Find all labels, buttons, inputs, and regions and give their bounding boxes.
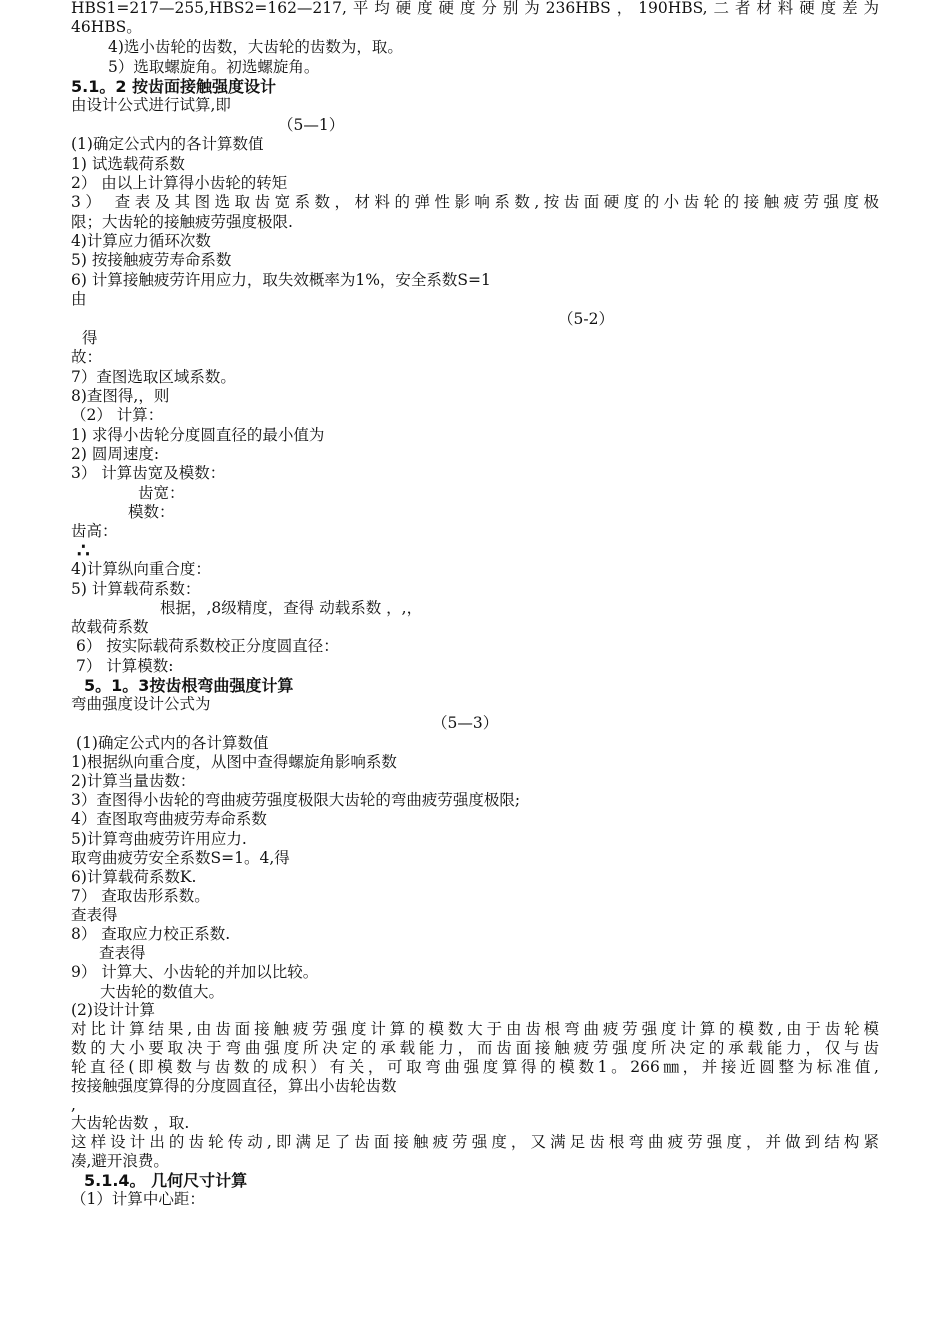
text-line: 5）选取螺旋角。初选螺旋角。 (108, 58, 320, 76)
text-line: 凑,避开浪费。 (71, 1152, 169, 1170)
equation-number: （5—3） (432, 714, 499, 732)
text-line: 46HBS。 (71, 18, 142, 36)
text-line: 8） 查取应力校正系数. (71, 925, 231, 943)
text-line: 4)选小齿轮的齿数，大齿轮的齿数为，取。 (108, 38, 403, 56)
text-line: 1)根据纵向重合度，从图中查得螺旋角影响系数 (71, 753, 397, 771)
text-line: 6) 计算接触疲劳许用应力，取失效概率为1%，安全系数S=1 (71, 271, 491, 289)
text-line: 故载荷系数 (71, 618, 149, 636)
text-line: （1）计算中心距： (71, 1190, 205, 1208)
section-heading: 5.1.4。 几何尺寸计算 (84, 1171, 248, 1190)
text-line: 齿宽： (138, 484, 185, 502)
text-line: 8)查图得,，则 (71, 387, 170, 405)
text-line: 4）查图取弯曲疲劳寿命系数 (71, 810, 267, 828)
text-line: (1)确定公式内的各计算数值 (71, 135, 264, 153)
text-line: 故： (71, 348, 103, 366)
text-line: （2） 计算： (71, 406, 164, 424)
therefore-symbol: ∴ (77, 538, 90, 562)
text-line: 5)计算弯曲疲劳许用应力. (71, 830, 247, 848)
text-line: 弯曲强度设计公式为 (71, 695, 211, 713)
text-line: 2） 由以上计算得小齿轮的转矩 (71, 174, 288, 192)
text-line: 大齿轮的数值大。 (100, 983, 225, 1001)
equation-number: （5—1） (278, 116, 345, 134)
text-line: 限；大齿轮的接触疲劳强度极限. (71, 213, 293, 231)
equation-number: （5-2） (558, 310, 614, 328)
text-line: 轮直径(即模数与齿数的成积）有关，可取弯曲强度算得的模数1。266㎜，并接近圆整为标准值, (71, 1058, 879, 1076)
section-heading: 5.1。2 按齿面接触强度设计 (71, 77, 277, 96)
text-line: 9） 计算大、小齿轮的并加以比较。 (71, 963, 319, 981)
text-line: 齿高： (71, 522, 118, 540)
text-line: 模数： (128, 503, 175, 521)
text-line: 7）查图选取区域系数。 (71, 368, 236, 386)
text-line: 大齿轮齿数 ，取. (71, 1114, 190, 1132)
text-line: 3） 查表及其图选取齿宽系数，材料的弹性影响系数,按齿面硬度的小齿轮的接触疲劳强度极 (71, 193, 879, 211)
text-line: (1)确定公式内的各计算数值 (76, 734, 269, 752)
text-line: 5) 按接触疲劳寿命系数 (71, 251, 232, 269)
text-line: 查表得 (71, 906, 118, 924)
text-line: 4)计算应力循环次数 (71, 232, 211, 250)
text-line: 查表得 (99, 944, 146, 962)
text-line: 得 (82, 329, 98, 347)
text-line: 6)计算载荷系数K. (71, 868, 197, 886)
text-line: 这样设计出的齿轮传动,即满足了齿面接触疲劳强度，又满足齿根弯曲疲劳强度，并做到结构紧 (71, 1133, 879, 1151)
text-line: 由设计公式进行试算,即 (71, 96, 231, 114)
text-line: 2)计算当量齿数： (71, 772, 196, 790)
text-line: 由 (71, 290, 87, 308)
text-line: 按接触强度算得的分度圆直径，算出小齿轮齿数 (71, 1077, 397, 1095)
text-line: 5) 计算载荷系数： (71, 580, 201, 598)
text-line: 4)计算纵向重合度： (71, 560, 211, 578)
text-line: 3） 计算齿宽及模数： (71, 464, 226, 482)
section-heading: 5。1。3按齿根弯曲强度计算 (84, 676, 294, 695)
text-line: 2) 圆周速度: (71, 445, 160, 463)
text-line: (2)设计计算 (71, 1001, 155, 1019)
text-line: HBS1=217—255,HBS2=162—217,平均硬度硬度分别为236HBS，190HBS,二者材料硬度差为 (71, 0, 879, 17)
text-line: 6） 按实际载荷系数校正分度圆直径： (76, 637, 339, 655)
text-line: 数的大小要取决于弯曲强度所决定的承载能力，而齿面接触疲劳强度所决定的承载能力，仅与齿 (71, 1039, 879, 1057)
text-line: 1) 试选载荷系数 (71, 155, 185, 173)
text-line: 7） 查取齿形系数。 (71, 887, 210, 905)
text-line: 1) 求得小齿轮分度圆直径的最小值为 (71, 426, 325, 444)
text-line: 3）查图得小齿轮的弯曲疲劳强度极限大齿轮的弯曲疲劳强度极限; (71, 791, 521, 809)
text-line: 对比计算结果,由齿面接触疲劳强度计算的模数大于由齿根弯曲疲劳强度计算的模数,由于齿轮模 (71, 1020, 879, 1038)
text-line: 取弯曲疲劳安全系数S=1。4,得 (71, 849, 290, 867)
text-line: 7） 计算模数: (76, 657, 174, 675)
text-line: , (71, 1096, 76, 1114)
text-line: 根据，,8级精度，查得 动载系数 ，,， (160, 599, 423, 617)
